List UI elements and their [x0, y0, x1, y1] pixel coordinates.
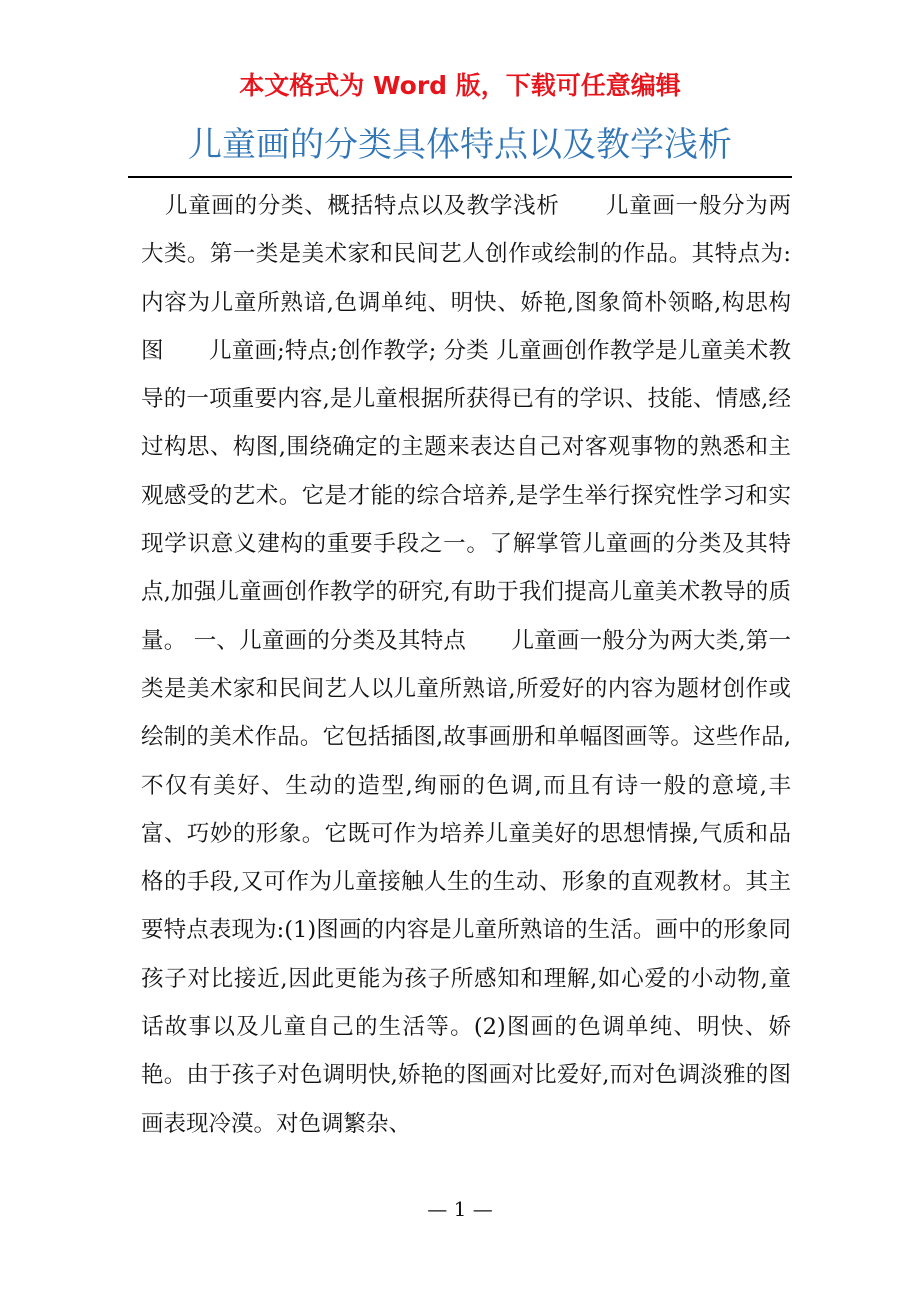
- format-notice-banner: 本文格式为 Word 版，下载可任意编辑: [239, 71, 681, 100]
- document-title: 儿童画的分类具体特点以及教学浅析: [188, 125, 732, 165]
- page-number: — 1 —: [427, 1197, 493, 1221]
- body-paragraph: 儿童画的分类、概括特点以及教学浅析 儿童画一般分为两大类。第一类是美术家和民间艺人创作或绘制的作品。其特点为:内容为儿童所熟谙,色调单纯、明快、娇艳,图象简朴领略,构思构图 儿童画;特点;创作教学; 分类 儿童画创作教学是儿童美术教导的一项重要内容,是儿童根据所获得已有的学识、技能、情感,经过构思、构图,围绕确定的主题来表达自己对客观事物的熟悉和主观感受的艺术。它是才能的综合培养,是学生举行探究性学习和实现学识意义建构的重要手段之一。了解掌管儿童画的分类及其特点,加强儿童画创作教学的研究,有助于我们提高儿童美术教导的质量。 一、儿童画的分类及其特点 儿童画一般分为两大类,第一类是美术家和民间艺人以儿童所熟谙,所爱好的内容为题材创作或绘制的美术作品。它包括插图,故事画册和单幅图画等。这些作品,不仅有美好、生动的造型,绚丽的色调,而且有诗一般的意境,丰富、巧妙的形象。它既可作为培养儿童美好的思想情操,气质和品格的手段,又可作为儿童接触人生的生动、形象的直观教材。其主要特点表现为:(1)图画的内容是儿童所熟谙的生活。画中的形象同孩子对比接近,因此更能为孩子所感知和理解,如心爱的小动物,童话故事以及儿童自己的生活等。(2)图画的色调单纯、明快、娇艳。由于孩子对色调明快,娇艳的图画对比爱好,而对色调淡雅的图画表现冷漠。对色调繁杂、: [141, 193, 791, 1137]
- title-divider: [128, 176, 792, 178]
